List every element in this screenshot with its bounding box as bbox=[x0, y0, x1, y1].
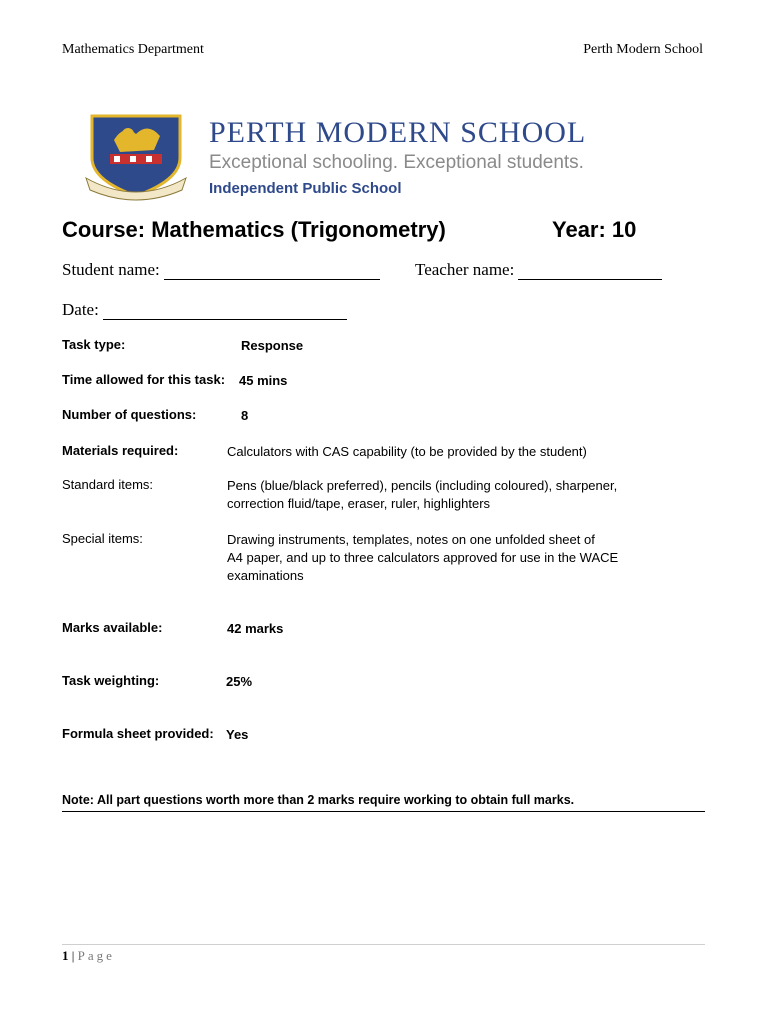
student-name-line[interactable] bbox=[164, 263, 380, 280]
date-field[interactable] bbox=[62, 300, 347, 320]
special-items-line-2: A4 paper, and up to three calculators approved for use in the WACE bbox=[227, 550, 619, 565]
school-tagline: Exceptional schooling. Exceptional students. bbox=[209, 152, 584, 173]
course-year: Year: 10 bbox=[552, 217, 637, 242]
questions-value: 8 bbox=[241, 408, 249, 423]
materials-value: Calculators with CAS capability (to be provided by the student) bbox=[227, 444, 587, 459]
questions-label: Number of questions: bbox=[62, 407, 197, 422]
school-crest-icon bbox=[84, 110, 188, 202]
teacher-name-line[interactable] bbox=[518, 263, 662, 280]
course-title: Course: Mathematics (Trigonometry) bbox=[62, 217, 446, 242]
working-note: Note: All part questions worth more than 2 marks require working to obtain full marks. bbox=[62, 793, 705, 812]
special-items-line-1: Drawing instruments, templates, notes on one unfolded sheet of bbox=[227, 532, 595, 547]
weighting-value: 25% bbox=[226, 674, 253, 689]
weighting-label: Task weighting: bbox=[62, 673, 160, 688]
footer-divider bbox=[62, 944, 705, 945]
task-type-label: Task type: bbox=[62, 337, 126, 352]
school-subtitle: Independent Public School bbox=[209, 180, 402, 197]
time-allowed-value: 45 mins bbox=[239, 373, 288, 388]
school-name: PERTH MODERN SCHOOL bbox=[209, 116, 587, 149]
header-department: Mathematics Department bbox=[62, 42, 204, 57]
date-label: Date: bbox=[62, 300, 99, 319]
marks-label: Marks available: bbox=[62, 620, 163, 635]
page-separator: | bbox=[68, 948, 78, 963]
teacher-name-label: Teacher name: bbox=[415, 260, 515, 279]
standard-items-label: Standard items: bbox=[62, 477, 154, 492]
formula-sheet-value: Yes bbox=[226, 727, 249, 742]
materials-label: Materials required: bbox=[62, 443, 179, 458]
student-name-field[interactable] bbox=[62, 260, 380, 280]
date-line[interactable] bbox=[103, 303, 347, 320]
time-allowed-label: Time allowed for this task: bbox=[62, 372, 226, 387]
marks-value: 42 marks bbox=[227, 621, 284, 636]
teacher-name-field[interactable] bbox=[415, 260, 662, 280]
school-logo bbox=[84, 110, 684, 202]
page-number: 1 bbox=[62, 948, 69, 963]
header-school: Perth Modern School bbox=[583, 42, 703, 57]
page-footer bbox=[62, 948, 115, 964]
standard-items-line-2: correction fluid/tape, eraser, ruler, highlighters bbox=[227, 496, 491, 511]
special-items-line-3: examinations bbox=[227, 568, 304, 583]
standard-items-line-1: Pens (blue/black preferred), pencils (including coloured), sharpener, bbox=[227, 478, 618, 493]
special-items-label: Special items: bbox=[62, 531, 143, 546]
student-name-label: Student name: bbox=[62, 260, 160, 279]
task-type-value: Response bbox=[241, 338, 304, 353]
page-word: Page bbox=[77, 948, 115, 963]
formula-sheet-label: Formula sheet provided: bbox=[62, 726, 214, 741]
